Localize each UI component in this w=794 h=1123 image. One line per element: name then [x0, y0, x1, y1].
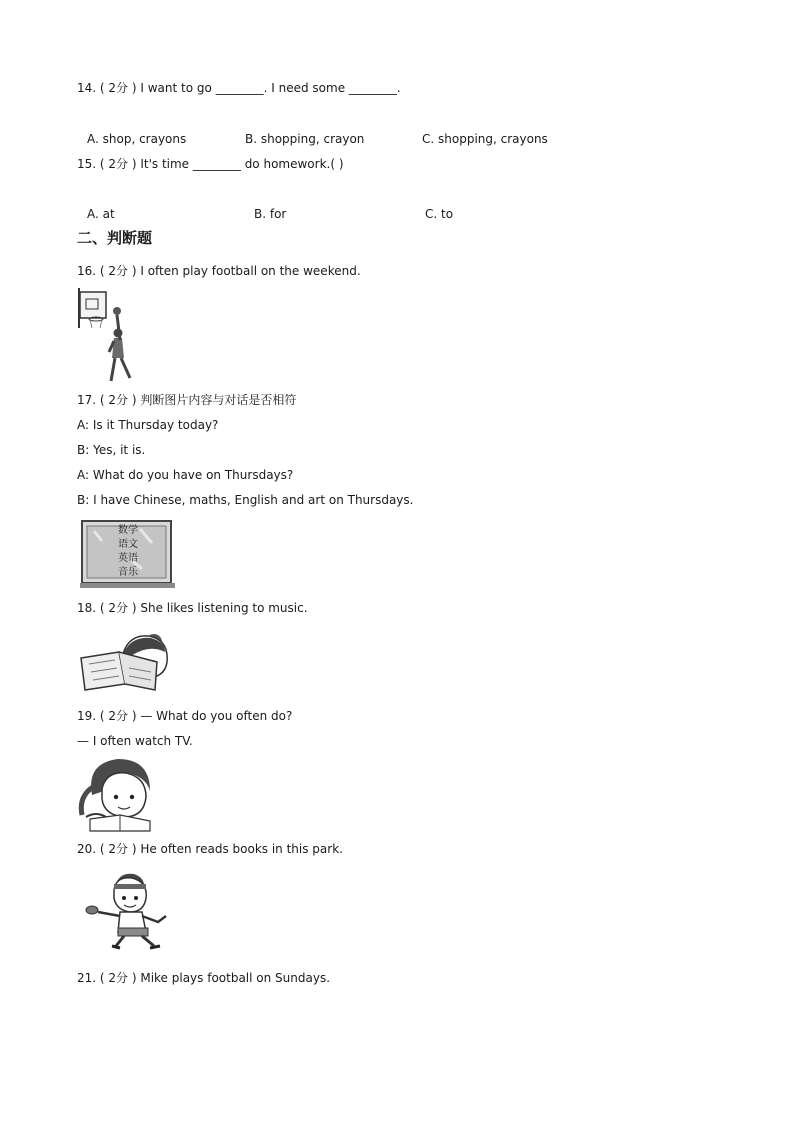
question-19-answer: — I often watch TV. [77, 734, 193, 748]
question-20-text: 20. ( 2分 ) He often reads books in this park. [77, 842, 343, 856]
q15-option-a: A. at [87, 207, 115, 221]
q15-option-c: C. to [425, 207, 454, 221]
boy-ping-pong-icon [80, 870, 175, 952]
girl-reading-icon [79, 628, 174, 694]
dialogue-line: B: I have Chinese, maths, English and art on Thursdays. [77, 493, 414, 507]
q14-option-a: A. shop, crayons [87, 132, 187, 146]
basketball-player-icon [76, 286, 136, 384]
question-17-text: 17. ( 2分 ) 判断图片内容与对话是否相符 [77, 393, 297, 407]
q14-option-c: C. shopping, crayons [422, 132, 548, 146]
board-subject: 数学 [118, 525, 138, 536]
question-19-text: 19. ( 2分 ) — What do you often do? [77, 709, 293, 723]
section-title: 二、判断题 [77, 229, 153, 247]
question-18-text: 18. ( 2分 ) She likes listening to music. [77, 601, 308, 615]
dialogue-line: A: Is it Thursday today? [77, 418, 219, 432]
question-16-text: 16. ( 2分 ) I often play football on the weekend. [77, 264, 361, 278]
question-15-text: 15. ( 2分 ) It's time ________ do homework.( ) [77, 157, 344, 171]
question-21-text: 21. ( 2分 ) Mike plays football on Sundays. [77, 971, 331, 985]
board-subject: 语文 [118, 539, 138, 550]
dialogue-line: B: Yes, it is. [77, 443, 146, 457]
dialogue-line: A: What do you have on Thursdays? [77, 468, 294, 482]
board-subject: 音乐 [118, 567, 138, 578]
board-subject: 英语 [118, 553, 138, 564]
girl-writing-icon [76, 755, 156, 835]
q14-option-b: B. shopping, crayon [245, 132, 365, 146]
question-14-text: 14. ( 2分 ) I want to go ________. I need some ________. [77, 81, 401, 95]
q15-option-b: B. for [254, 207, 287, 221]
